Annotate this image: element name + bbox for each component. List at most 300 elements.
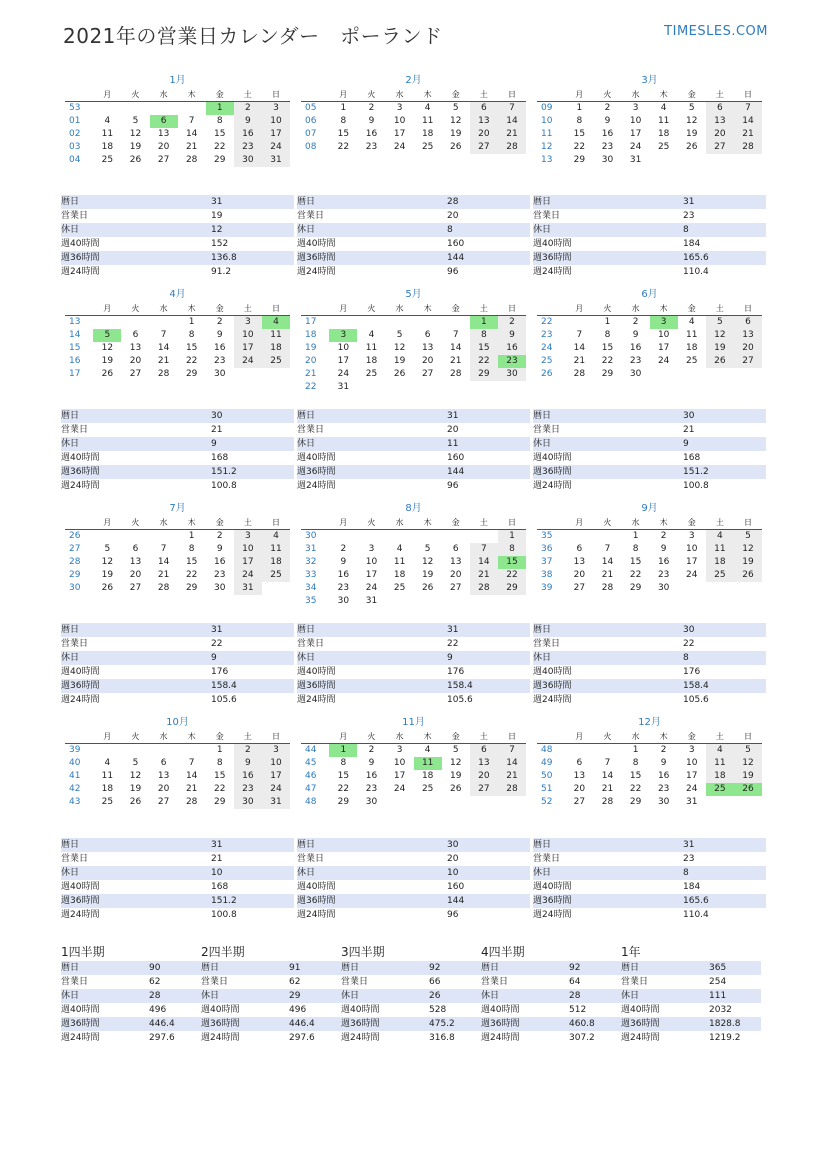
stats-label: 週40時間 bbox=[61, 453, 100, 463]
month-stats-table bbox=[533, 409, 766, 493]
stats-label: 週24時間 bbox=[297, 481, 336, 491]
day-cell: 25 bbox=[262, 569, 290, 582]
week-row bbox=[65, 757, 290, 770]
stats-value: 31 bbox=[683, 197, 695, 207]
day-cell: 19 bbox=[734, 770, 762, 783]
day-cell: 18 bbox=[262, 556, 290, 569]
week-number-header bbox=[301, 730, 329, 743]
day-cell: 8 bbox=[340, 116, 347, 126]
week-row bbox=[301, 582, 526, 595]
stats-row bbox=[481, 1003, 621, 1017]
month-name bbox=[301, 288, 526, 302]
site-brand-link[interactable]: TIMESLES.COM bbox=[664, 24, 768, 39]
stats-label: 営業日 bbox=[533, 639, 561, 649]
week-row bbox=[65, 316, 290, 329]
day-cell bbox=[262, 582, 290, 595]
day-cell: 29 bbox=[214, 155, 226, 165]
stats-row bbox=[61, 838, 294, 852]
week-row bbox=[537, 796, 762, 809]
stats-value: 31 bbox=[211, 840, 223, 850]
day-cell: 2 bbox=[216, 531, 223, 541]
stats-row bbox=[297, 679, 530, 693]
day-cell: 9 bbox=[234, 115, 262, 128]
day-cell bbox=[357, 316, 385, 329]
week-number: 19 bbox=[305, 343, 317, 353]
day-cell: 23 bbox=[629, 356, 642, 366]
day-cell: 26 bbox=[421, 583, 434, 593]
stats-value: 475.2 bbox=[429, 1019, 455, 1029]
week-number: 17 bbox=[69, 369, 81, 379]
day-cell: 9 bbox=[604, 116, 611, 126]
day-cell: 17 bbox=[365, 570, 378, 580]
stats-row bbox=[297, 693, 530, 707]
stats-row bbox=[533, 679, 766, 693]
stats-value: 23 bbox=[683, 211, 695, 221]
day-cell: 12 bbox=[129, 771, 142, 781]
weekday-label: 木 bbox=[187, 518, 196, 527]
weekday-label: 木 bbox=[423, 90, 432, 99]
day-cell bbox=[734, 368, 762, 381]
day-cell: 10 bbox=[686, 758, 698, 768]
month-stats-table bbox=[297, 409, 530, 493]
day-cell bbox=[593, 530, 621, 543]
day-cell bbox=[414, 316, 442, 329]
day-cell: 19 bbox=[393, 356, 406, 366]
weekday-label: 木 bbox=[659, 732, 668, 741]
stats-row bbox=[621, 961, 761, 975]
day-cell: 21 bbox=[470, 569, 498, 582]
day-cell: 25 bbox=[101, 155, 114, 165]
weekday-label: 日 bbox=[507, 518, 516, 527]
weekday-label: 日 bbox=[507, 304, 516, 313]
stats-row bbox=[341, 989, 481, 1003]
day-cell bbox=[650, 154, 678, 167]
stats-label: 週24時間 bbox=[297, 267, 336, 277]
day-cell bbox=[150, 530, 178, 543]
stats-row bbox=[621, 1003, 761, 1017]
month-stats-table bbox=[61, 838, 294, 922]
week-number: 48 bbox=[541, 745, 553, 755]
week-row bbox=[65, 796, 290, 809]
weekday-label: 金 bbox=[451, 732, 460, 741]
day-cell: 13 bbox=[470, 757, 498, 770]
stats-row bbox=[533, 465, 766, 479]
stats-label: 営業日 bbox=[61, 211, 89, 221]
stats-row bbox=[533, 251, 766, 265]
day-cell bbox=[93, 316, 121, 329]
day-cell: 24 bbox=[262, 783, 290, 796]
stats-value: 8 bbox=[683, 225, 689, 235]
stats-label: 休日 bbox=[533, 225, 552, 235]
stats-value: 160 bbox=[447, 882, 465, 892]
stats-value: 20 bbox=[447, 211, 459, 221]
day-cell: 2 bbox=[604, 103, 611, 113]
day-cell: 18 bbox=[101, 784, 114, 794]
day-cell: 10 bbox=[234, 543, 262, 556]
stats-row bbox=[201, 1031, 341, 1045]
month-stats-table bbox=[297, 623, 530, 707]
day-cell: 28 bbox=[450, 369, 462, 379]
day-cell: 2 bbox=[498, 316, 526, 329]
day-cell: 14 bbox=[601, 771, 614, 781]
quarter-stats-table bbox=[201, 961, 341, 1045]
stats-label: 週24時間 bbox=[201, 1033, 240, 1043]
stats-value: 158.4 bbox=[211, 681, 237, 691]
stats-value: 165.6 bbox=[683, 253, 709, 263]
week-row bbox=[301, 530, 526, 543]
week-number-header bbox=[301, 302, 329, 315]
weekday-label: 日 bbox=[507, 90, 516, 99]
day-cell: 28 bbox=[185, 155, 198, 165]
stats-row bbox=[61, 665, 294, 679]
stats-row bbox=[201, 975, 341, 989]
day-cell: 17 bbox=[234, 556, 262, 569]
week-number: 13 bbox=[69, 317, 81, 327]
week-number: 49 bbox=[541, 758, 553, 768]
stats-value: 105.6 bbox=[447, 695, 473, 705]
week-number: 29 bbox=[69, 570, 81, 580]
month-name bbox=[537, 716, 762, 730]
day-cell: 4 bbox=[424, 103, 431, 113]
month-calendar bbox=[537, 502, 762, 595]
day-cell: 1 bbox=[576, 103, 583, 113]
stats-value: 1828.8 bbox=[709, 1019, 741, 1029]
week-row bbox=[65, 530, 290, 543]
day-cell: 16 bbox=[234, 128, 262, 141]
day-cell bbox=[442, 316, 470, 329]
day-cell: 24 bbox=[234, 569, 262, 582]
stats-label: 週24時間 bbox=[341, 1033, 380, 1043]
stats-value: 168 bbox=[211, 453, 229, 463]
day-cell: 21 bbox=[498, 128, 526, 141]
day-cell: 18 bbox=[262, 342, 290, 355]
holiday-day-cell: 4 bbox=[262, 316, 290, 329]
quarter-title: 3四半期 bbox=[341, 945, 385, 959]
month-name bbox=[65, 74, 290, 88]
stats-row bbox=[297, 423, 530, 437]
weekday-label: 土 bbox=[243, 518, 252, 527]
stats-label: 暦日 bbox=[533, 625, 552, 635]
day-cell: 12 bbox=[686, 116, 698, 126]
week-number-header bbox=[537, 302, 565, 315]
day-cell: 1 bbox=[498, 530, 526, 543]
weekday-label: 水 bbox=[631, 732, 640, 741]
day-cell bbox=[734, 154, 762, 167]
stats-label: 営業日 bbox=[621, 977, 649, 987]
stats-label: 暦日 bbox=[297, 840, 316, 850]
stats-row bbox=[533, 409, 766, 423]
stats-label: 週24時間 bbox=[533, 267, 572, 277]
day-cell: 19 bbox=[101, 570, 114, 580]
week-row bbox=[65, 102, 290, 115]
stats-row bbox=[61, 237, 294, 251]
week-number: 14 bbox=[69, 330, 81, 340]
day-cell: 11 bbox=[393, 557, 406, 567]
stats-value: 9 bbox=[211, 439, 217, 449]
week-row bbox=[301, 569, 526, 582]
stats-label: 週24時間 bbox=[61, 910, 100, 920]
day-cell: 28 bbox=[157, 369, 170, 379]
quarter-summary bbox=[61, 944, 201, 1045]
day-cell: 9 bbox=[216, 330, 223, 340]
day-cell bbox=[678, 368, 706, 381]
stats-label: 週36時間 bbox=[297, 896, 336, 906]
day-cell: 10 bbox=[365, 557, 378, 567]
day-cell: 24 bbox=[393, 142, 406, 152]
stats-row bbox=[621, 989, 761, 1003]
day-cell: 30 bbox=[214, 583, 226, 593]
weekday-header bbox=[537, 302, 762, 316]
day-cell: 19 bbox=[129, 142, 142, 152]
day-cell: 6 bbox=[132, 330, 139, 340]
weekday-label: 日 bbox=[743, 518, 752, 527]
day-cell: 1 bbox=[632, 745, 639, 755]
stats-row bbox=[297, 265, 530, 279]
stats-label: 休日 bbox=[201, 991, 220, 1001]
day-cell: 22 bbox=[185, 570, 198, 580]
day-cell: 22 bbox=[185, 356, 198, 366]
day-cell: 11 bbox=[262, 329, 290, 342]
day-cell: 9 bbox=[660, 544, 667, 554]
day-cell: 4 bbox=[706, 744, 734, 757]
day-cell: 4 bbox=[262, 530, 290, 543]
week-number: 46 bbox=[305, 771, 317, 781]
stats-label: 週24時間 bbox=[533, 695, 572, 705]
week-number-header bbox=[301, 516, 329, 529]
weekday-label: 火 bbox=[131, 90, 140, 99]
month-stats-table bbox=[61, 623, 294, 707]
stats-row bbox=[533, 908, 766, 922]
week-number: 17 bbox=[305, 317, 317, 327]
stats-label: 休日 bbox=[61, 439, 80, 449]
day-cell: 9 bbox=[632, 330, 639, 340]
week-row bbox=[301, 115, 526, 128]
week-number: 45 bbox=[305, 758, 317, 768]
stats-value: 176 bbox=[211, 667, 229, 677]
month-calendar bbox=[65, 502, 290, 595]
week-row bbox=[65, 770, 290, 783]
stats-value: 96 bbox=[447, 481, 459, 491]
day-cell: 10 bbox=[657, 330, 670, 340]
day-cell: 30 bbox=[657, 583, 670, 593]
day-cell: 10 bbox=[262, 115, 290, 128]
stats-value: 160 bbox=[447, 453, 465, 463]
day-cell: 7 bbox=[188, 758, 195, 768]
day-cell: 5 bbox=[734, 744, 762, 757]
quarter-summary bbox=[481, 944, 621, 1045]
day-cell bbox=[470, 595, 498, 608]
week-row bbox=[65, 744, 290, 757]
day-cell bbox=[357, 530, 385, 543]
day-cell: 25 bbox=[657, 142, 670, 152]
day-cell: 18 bbox=[365, 356, 378, 366]
day-cell bbox=[386, 595, 414, 608]
stats-value: 26 bbox=[429, 991, 441, 1001]
day-cell: 8 bbox=[632, 544, 639, 554]
stats-label: 暦日 bbox=[61, 197, 80, 207]
weekday-header bbox=[301, 730, 526, 744]
stats-row bbox=[533, 866, 766, 880]
day-cell: 27 bbox=[129, 583, 142, 593]
day-cell: 27 bbox=[129, 369, 142, 379]
day-cell: 30 bbox=[234, 796, 262, 809]
day-cell bbox=[150, 102, 178, 115]
stats-value: 66 bbox=[429, 977, 441, 987]
day-cell: 10 bbox=[337, 343, 350, 353]
stats-row bbox=[533, 838, 766, 852]
day-cell: 7 bbox=[604, 758, 611, 768]
day-cell: 1 bbox=[188, 317, 195, 327]
weekday-label: 金 bbox=[687, 304, 696, 313]
day-cell bbox=[329, 316, 357, 329]
stats-value: 62 bbox=[289, 977, 301, 987]
day-cell: 28 bbox=[498, 783, 526, 796]
day-cell: 2 bbox=[368, 745, 375, 755]
week-row bbox=[301, 595, 526, 608]
stats-row bbox=[533, 437, 766, 451]
stats-row bbox=[61, 251, 294, 265]
weekday-label: 日 bbox=[743, 90, 752, 99]
weekday-label: 火 bbox=[603, 518, 612, 527]
stats-row bbox=[297, 623, 530, 637]
stats-row bbox=[297, 465, 530, 479]
stats-label: 休日 bbox=[341, 991, 360, 1001]
stats-row bbox=[61, 265, 294, 279]
stats-value: 105.6 bbox=[211, 695, 237, 705]
day-cell bbox=[386, 796, 414, 809]
stats-value: 184 bbox=[683, 239, 701, 249]
weekday-label: 水 bbox=[395, 304, 404, 313]
holiday-day-cell: 1 bbox=[470, 316, 498, 329]
week-number: 09 bbox=[541, 103, 553, 113]
stats-value: 20 bbox=[447, 425, 459, 435]
day-cell: 25 bbox=[101, 797, 114, 807]
stats-label: 週40時間 bbox=[621, 1005, 660, 1015]
day-cell bbox=[734, 796, 762, 809]
weekday-label: 日 bbox=[743, 304, 752, 313]
weekday-label: 木 bbox=[423, 304, 432, 313]
stats-value: 9 bbox=[211, 653, 217, 663]
weekday-label: 土 bbox=[479, 732, 488, 741]
day-cell: 20 bbox=[470, 128, 498, 141]
stats-label: 週36時間 bbox=[533, 681, 572, 691]
day-cell: 16 bbox=[337, 570, 350, 580]
day-cell: 13 bbox=[573, 771, 586, 781]
week-row bbox=[301, 368, 526, 381]
stats-row bbox=[533, 223, 766, 237]
day-cell: 28 bbox=[601, 583, 614, 593]
stats-value: 307.2 bbox=[569, 1033, 595, 1043]
weekday-label: 火 bbox=[367, 90, 376, 99]
week-number: 44 bbox=[305, 745, 317, 755]
week-row bbox=[537, 757, 762, 770]
day-cell: 26 bbox=[450, 784, 462, 794]
day-cell bbox=[470, 381, 498, 394]
day-cell: 17 bbox=[262, 770, 290, 783]
week-number: 43 bbox=[69, 797, 81, 807]
day-cell bbox=[414, 381, 442, 394]
day-cell bbox=[121, 744, 149, 757]
stats-label: 週36時間 bbox=[61, 253, 100, 263]
month-name-label: 3月 bbox=[641, 75, 658, 86]
stats-row bbox=[61, 437, 294, 451]
month-calendar bbox=[301, 502, 526, 608]
stats-label: 週40時間 bbox=[61, 1005, 100, 1015]
stats-value: 28 bbox=[149, 991, 161, 1001]
week-number-header bbox=[65, 730, 93, 743]
stats-row bbox=[533, 852, 766, 866]
weekday-label: 火 bbox=[131, 732, 140, 741]
day-cell: 14 bbox=[157, 343, 170, 353]
day-cell: 26 bbox=[450, 142, 462, 152]
day-cell: 23 bbox=[657, 784, 670, 794]
day-cell bbox=[93, 102, 121, 115]
week-number: 07 bbox=[305, 129, 317, 139]
stats-value: 21 bbox=[211, 854, 223, 864]
stats-label: 週24時間 bbox=[533, 481, 572, 491]
stats-label: 営業日 bbox=[297, 639, 325, 649]
quarter-title: 4四半期 bbox=[481, 945, 525, 959]
weekday-label: 水 bbox=[395, 90, 404, 99]
weekday-label: 土 bbox=[479, 518, 488, 527]
weekday-label: 月 bbox=[103, 732, 112, 741]
day-cell bbox=[414, 595, 442, 608]
week-number-header bbox=[65, 88, 93, 101]
day-cell bbox=[706, 154, 734, 167]
day-cell: 14 bbox=[185, 771, 198, 781]
stats-row bbox=[61, 961, 201, 975]
stats-label: 休日 bbox=[61, 868, 80, 878]
week-row bbox=[537, 530, 762, 543]
week-row bbox=[301, 543, 526, 556]
month-name bbox=[301, 74, 526, 88]
day-cell: 25 bbox=[686, 356, 698, 366]
month-name-label: 12月 bbox=[638, 717, 661, 728]
day-cell bbox=[734, 582, 762, 595]
weekday-label: 土 bbox=[715, 90, 724, 99]
stats-row bbox=[481, 961, 621, 975]
day-cell: 29 bbox=[629, 797, 642, 807]
day-cell: 18 bbox=[101, 142, 114, 152]
week-row bbox=[65, 368, 290, 381]
day-cell: 3 bbox=[234, 530, 262, 543]
stats-row bbox=[481, 975, 621, 989]
stats-row bbox=[297, 479, 530, 493]
day-cell: 16 bbox=[498, 342, 526, 355]
week-row bbox=[301, 141, 526, 154]
stats-value: 446.4 bbox=[149, 1019, 175, 1029]
month-stats-table bbox=[533, 195, 766, 279]
day-cell: 21 bbox=[601, 570, 614, 580]
day-cell: 20 bbox=[157, 784, 170, 794]
stats-value: 64 bbox=[569, 977, 581, 987]
holiday-day-cell: 3 bbox=[650, 316, 678, 329]
stats-value: 8 bbox=[683, 653, 689, 663]
stats-value: 254 bbox=[709, 977, 727, 987]
day-cell bbox=[178, 744, 206, 757]
day-cell: 17 bbox=[393, 129, 406, 139]
week-number: 01 bbox=[69, 116, 81, 126]
day-cell: 22 bbox=[470, 355, 498, 368]
day-cell bbox=[678, 154, 706, 167]
day-cell bbox=[121, 530, 149, 543]
day-cell: 24 bbox=[365, 583, 378, 593]
stats-row bbox=[533, 209, 766, 223]
weekday-label: 火 bbox=[367, 732, 376, 741]
weekday-label: 木 bbox=[423, 732, 432, 741]
stats-value: 8 bbox=[447, 225, 453, 235]
day-cell: 4 bbox=[660, 103, 667, 113]
